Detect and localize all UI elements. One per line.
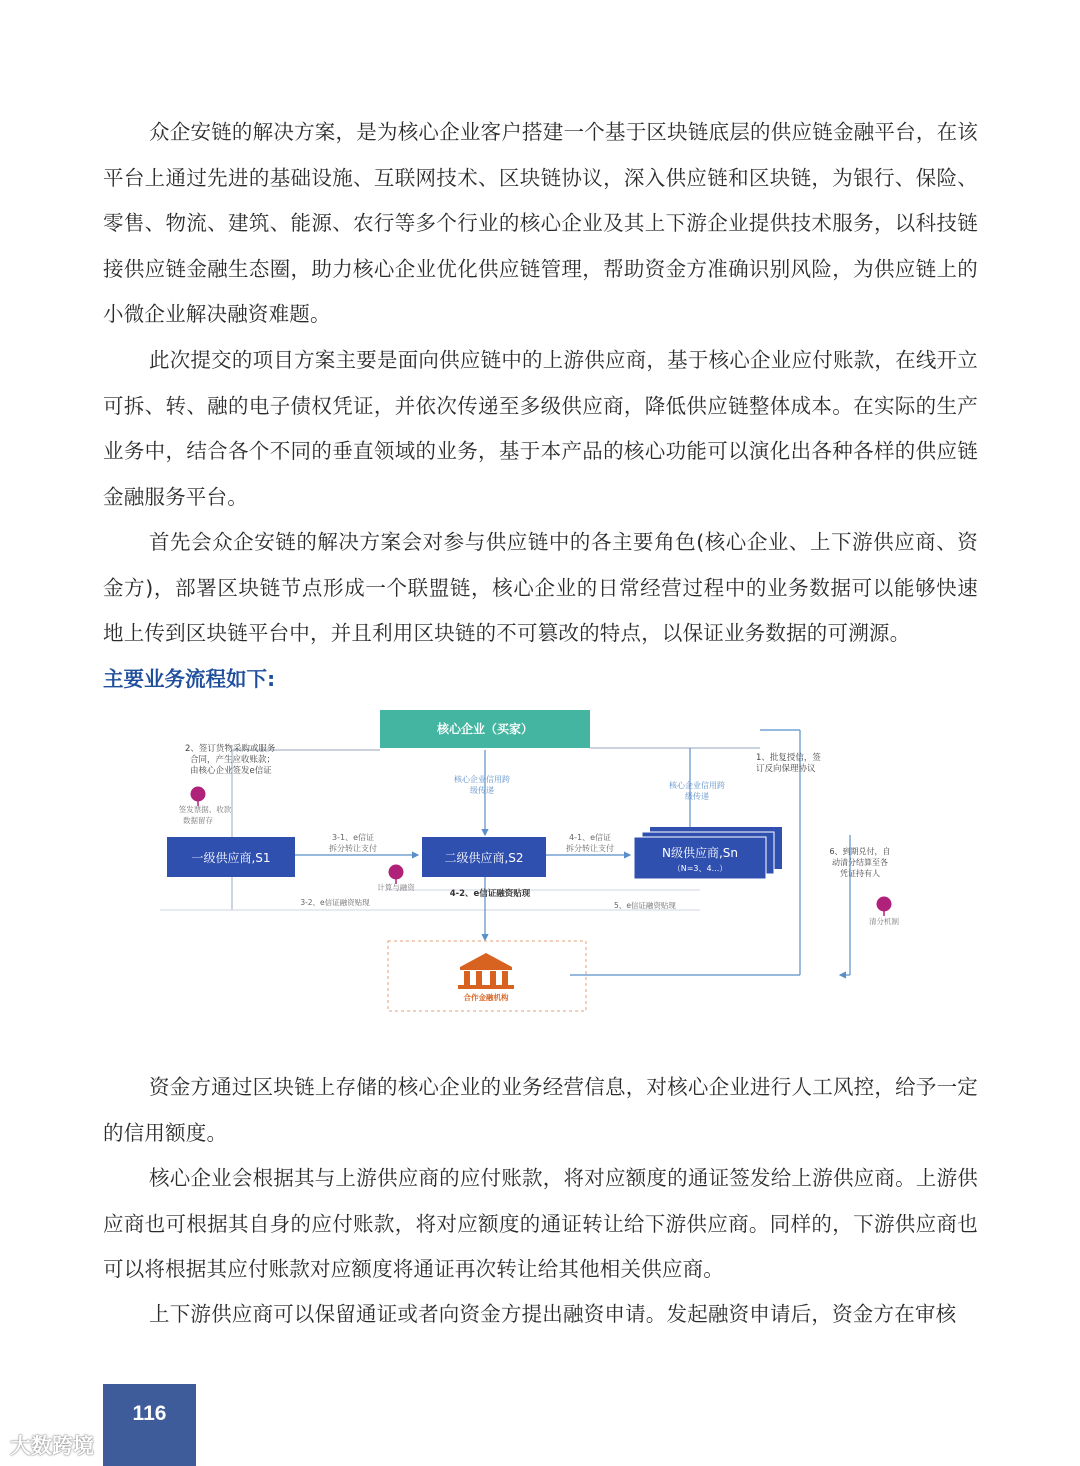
pin2-label: 计算与融资 (377, 883, 415, 892)
step6-line1: 6、到期兑付，自 (829, 847, 891, 856)
paragraph-blockchain: 首先会众企安链的解决方案会对参与供应链中的各主要角色(核心企业、上下游供应商、资金方)，部署区块链节点形成一个联盟链，核心企业的日常经营过程中的业务数据可以能够快速地上传到区块链平台中，并且利用区块链的不可篡改的特点，以保证业务数据的可溯源。 (103, 530, 978, 645)
bank-icon (458, 953, 514, 989)
step6-line2: 动清分结算至各 (832, 858, 888, 867)
paragraph-project: 此次提交的项目方案主要是面向供应链中的上游供应商，基于核心企业应付账款，在线开立可拆、转、融的电子债权凭证，并依次传递至多级供应商，降低供应链整体成本。在实际的生产业务中，结合各个不同的垂直领域的业务，基于本产品的核心功能可以演化出各种各样的供应链金融服务平台。 (103, 348, 978, 509)
paragraph-risk-control: 资金方通过区块链上存储的核心企业的业务经营信息，对核心企业进行人工风控，给予一定的信用额度。 (103, 1075, 978, 1145)
pin-marker-1 (191, 787, 206, 802)
step5-label: 5、e信证融资贴现 (614, 901, 676, 910)
pin3-label: 清分机制 (869, 917, 899, 926)
step1-line1: 1、批复授信，签 (756, 753, 821, 763)
step31-line1: 3-1、e信证 (332, 833, 374, 842)
step2-line2: 合同，产生应收账款； (190, 755, 276, 765)
core-enterprise-label: 核心企业（买家） (436, 722, 534, 736)
credit-transfer-1-line1: 核心企业信用跨 (454, 775, 510, 784)
credit-transfer-2-line2: 级传递 (685, 792, 709, 801)
page-number-tab (103, 1384, 196, 1466)
pin-marker-3 (877, 897, 892, 912)
step6-line3: 凭证持有人 (840, 869, 880, 878)
s1-label: 一级供应商,S1 (191, 851, 271, 865)
sn-label: N级供应商,Sn (661, 846, 739, 860)
step41-line2: 拆分转让支付 (566, 844, 614, 853)
business-flow-diagram (160, 705, 920, 1015)
paragraph-financing: 上下游供应商可以保留通证或者向资金方提出融资申请。发起融资申请后，资金方在审核 (149, 1302, 957, 1326)
step31-line2: 拆分转让支付 (329, 844, 377, 853)
section-heading: 主要业务流程如下: (103, 667, 276, 691)
credit-transfer-2-line1: 核心企业信用跨 (669, 781, 725, 790)
bank-label: 合作金融机构 (463, 993, 509, 1002)
step32-label: 3-2、e信证融资贴现 (300, 898, 370, 907)
watermark-logo: 大数跨境 (10, 1434, 94, 1458)
pin1-line1: 签发票据、收款 (178, 805, 232, 814)
sn-sub-label: （N=3、4...） (672, 864, 728, 873)
step1-line2: 订反向保理协议 (756, 764, 816, 774)
paragraph-token-issue: 核心企业会根据其与上游供应商的应付账款，将对应额度的通证签发给上游供应商。上游供应商也可根据其自身的应付账款，将对应额度的通证转让给下游供应商。同样的，下游供应商也可以将根据其应付账款对应额度将通证再次转让给其他相关供应商。 (103, 1166, 978, 1281)
step2-line3: 由核心企业签发e信证 (190, 766, 272, 776)
s2-label: 二级供应商,S2 (444, 851, 524, 865)
step2-line1: 2、签订货物采购或服务 (185, 744, 276, 754)
credit-transfer-1-line2: 级传递 (470, 786, 494, 795)
pin1-line2: 数据留存 (183, 816, 213, 825)
page-number: 116 (132, 1402, 167, 1425)
step42-label: 4-2、e信证融资贴现 (449, 889, 531, 899)
pin-marker-2 (389, 865, 404, 880)
paragraph-intro: 众企安链的解决方案，是为核心企业客户搭建一个基于区块链底层的供应链金融平台，在该平台上通过先进的基础设施、互联网技术、区块链协议，深入供应链和区块链，为银行、保险、零售、物流、建筑、能源、农行等多个行业的核心企业及其上下游企业提供技术服务，以科技链接供应链金融生态圈，助力核心企业优化供应链管理，帮助资金方准确识别风险，为供应链上的小微企业解决融资难题。 (103, 120, 978, 326)
step41-line1: 4-1、e信证 (569, 833, 611, 842)
